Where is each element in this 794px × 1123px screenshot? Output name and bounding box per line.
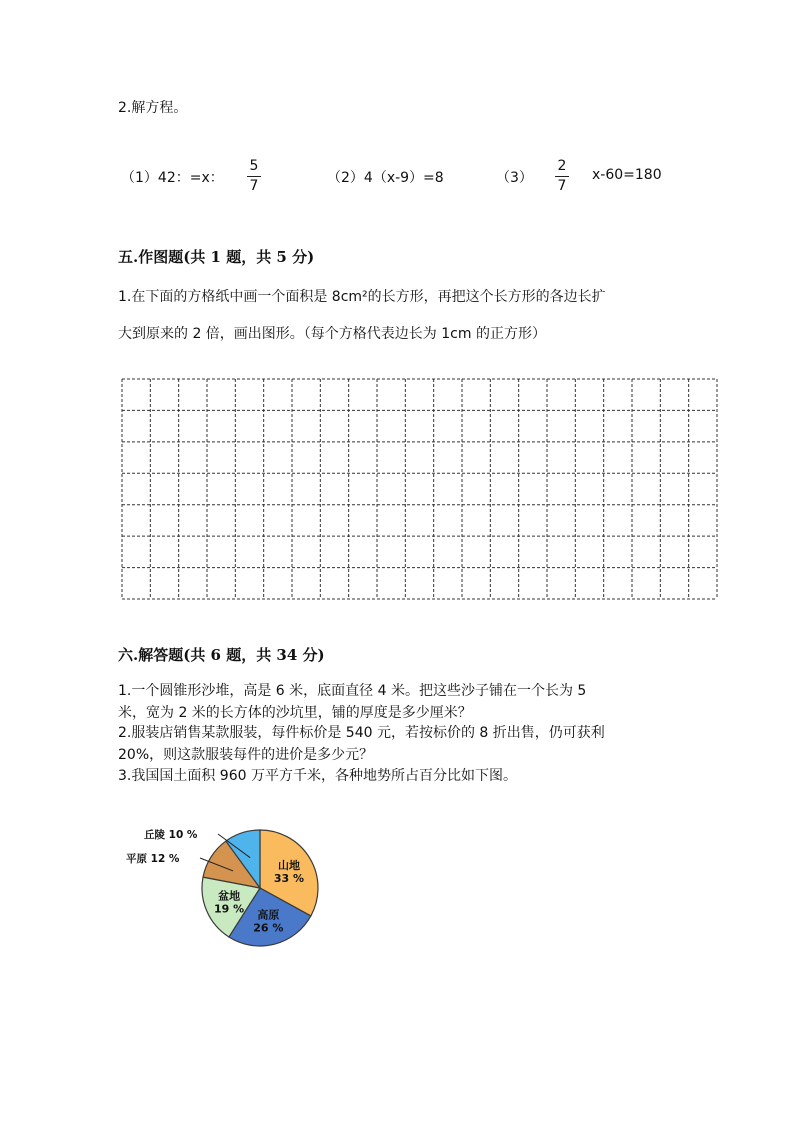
equation-1-prefix: （1）42：=x： [121, 170, 224, 186]
section2-title: 2.解方程。 [118, 100, 188, 116]
equation-3-suffix: x-60=180 [592, 167, 662, 183]
terrain-pie-chart [110, 815, 350, 960]
equation-3-denominator: 7 [557, 178, 567, 194]
section6-q2-line1: 2.服装店销售某款服装，每件标价是 540 元，若按标价的 8 折出售，仍可获利 [118, 725, 605, 741]
equation-3-fraction [552, 158, 572, 195]
equation-1-numerator: 5 [249, 158, 259, 174]
section6-q2-line2: 20%，则这款服装每件的进价是多少元？ [118, 747, 374, 763]
section5-title: 五.作图题(共 1 题，共 5 分) [118, 248, 315, 266]
equation-2: （2）4（x-9）=8 [327, 170, 444, 186]
pie-value-basin: 19 % [214, 902, 245, 916]
section5-question-line2: 大到原来的 2 倍，画出图形。（每个方格代表边长为 1cm 的正方形） [118, 326, 546, 342]
equation-3-numerator: 2 [557, 158, 567, 174]
pie-outside-label-plain: 平原 12 % [126, 853, 180, 865]
section5-question-line1: 1.在下面的方格纸中画一个面积是 8cm²的长方形，再把这个长方形的各边长扩 [118, 289, 606, 305]
dashed-square-grid[interactable] [121, 378, 718, 600]
section6-q1-line2: 米，宽为 2 米的长方体的沙坑里，铺的厚度是多少厘米？ [118, 705, 472, 721]
pie-label-plateau: 高原 [257, 908, 280, 922]
fraction-bar [247, 176, 261, 177]
section6-q1-line1: 1.一个圆锥形沙堆，高是 6 米，底面直径 4 米。把这些沙子铺在一个长为 5 [118, 683, 587, 699]
equation-1-denominator: 7 [249, 178, 259, 194]
pie-outside-label-hill: 丘陵 10 % [144, 829, 198, 841]
section6-q3-line1: 3.我国国土面积 960 万平方千米，各种地势所占百分比如下图。 [118, 768, 517, 784]
pie-value-mountain: 33 % [273, 871, 305, 885]
section6-title: 六.解答题(共 6 题，共 34 分) [118, 646, 325, 664]
pie-label-basin: 盆地 [218, 889, 241, 903]
pie-label-mountain: 山地 [277, 858, 300, 872]
fraction-bar [555, 176, 569, 177]
equation-3-prefix: （3） [496, 170, 533, 186]
pie-value-plateau: 26 % [253, 921, 284, 935]
equation-1-fraction [244, 158, 264, 195]
